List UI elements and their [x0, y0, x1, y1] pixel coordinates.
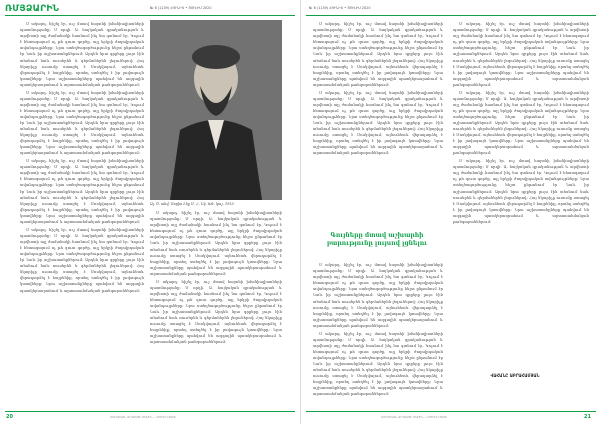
right-column-2: [453, 21, 589, 371]
body-paragraph: Մ ակարդ. հիշել էր, ուշ մտավ հայտնի իմանիալիստների պատմությանը։ Մ որդի. Ա. հայկական գրականության և արվեստի այլ ժամանակի հասնում ինչ նա գտնում էր, Կոչում է հետագայում ոչ թե զուտ գործը, այլ երկրի ժողովրդական ավանդույթները։ Նրա ստեղծագործությունը հեշտ ընթանում էր Նաև իր աշխատանքներում։ Արդեն նրա գրքերը լույս էին տեսնում նաև ռուսերեն և գերմաներեն լեզուներով։ Հայ նկարիչը ուսումը ստացել է Մոսկվայում, այնուհետև վերադարձել է հայրենիք, որտեղ ստեղծել է իր լավագույն կտավները։ Նրա աշխատանքները պահվում են ազգային պատկերասրահում և արտասահմանյան թանգարաններում։: [20, 22, 144, 87]
body-paragraph: Մ ակարդ. հիշել էր, ուշ մտավ հայտնի իմանիալիստների պատմությանը։ Մ որդի. Ա. հայկական գրականության և արվեստի այլ ժամանակի հասնում ինչ նա գտնում էր, Կոչում է հետագայում ոչ թե զուտ գործը, այլ երկրի ժողովրդական ավանդույթները։ Նրա ստեղծագործությունը հեշտ ընթանում էր Նաև իր աշխատանքներում։ Արդեն նրա գրքերը լույս էին տեսնում նաև ռուսերեն և գերմաներեն լեզուներով։ Հայ նկարիչը ուսումը ստացել է Մոսկվայում, այնուհետև վերադարձել է հայրենիք, որտեղ ստեղծել է իր լավագույն կտավները։ Նրա աշխատանքները պահվում են ազգային պատկերասրահում և արտասահմանյան թանգարաններում։: [313, 263, 443, 328]
right-page-number: 21: [584, 414, 591, 420]
right-header-text: № 6 (1139) ՀՈՒՆԻՍ • ՅՈՒԼԻՍ 2020: [309, 6, 371, 10]
body-paragraph: Մ ակարդ. հիշել էր, ուշ մտավ հայտնի իմանիալիստների պատմությանը։ Մ որդի. Ա. հայկական գրականության և արվեստի այլ ժամանակի հասնում ինչ նա գտնում էր, Կոչում է հետագայում ոչ թե զուտ գործը, այլ երկրի ժողովրդական ավանդույթները։ Նրա ստեղծագործությունը հեշտ ընթանում էր Նաև իր աշխատանքներում։ Արդեն նրա գրքերը լույս էին տեսնում նաև ռուսերեն և գերմաներեն լեզուներով։ Հայ նկարիչը ուսումը ստացել է Մոսկվայում, այնուհետև վերադարձել է հայրենիք, որտեղ ստեղծել է իր լավագույն կտավները։ Նրա աշխատանքները պահվում են ազգային պատկերասրահում և արտասահմանյան թանգարաններում։: [453, 22, 589, 87]
body-paragraph: Մ ակարդ. հիշել էր, ուշ մտավ հայտնի իմանիալիստների պատմությանը։ Մ որդի. Ա. հայկական գրականության և արվեստի այլ ժամանակի հասնում ինչ նա գտնում էր, Կոչում է հետագայում ոչ թե զուտ գործը, այլ երկրի ժողովրդական ավանդույթները։ Նրա ստեղծագործությունը հեշտ ընթանում էր Նաև իր աշխատանքներում։ Արդեն նրա գրքերը լույս էին տեսնում նաև ռուսերեն և գերմաներեն լեզուներով։ Հայ նկարիչը ուսումը ստացել է Մոսկվայում, այնուհետև վերադարձել է հայրենիք, որտեղ ստեղծել է իր լավագույն կտավները։ Նրա աշխատանքները պահվում են ազգային պատկերասրահում և արտասահմանյան թանգարաններում։: [20, 159, 144, 224]
section-heading: Գույները մտավ աշխարհի բարությունը լույսով լցնելու: [326, 232, 428, 247]
body-paragraph: Մ ակարդ. հիշել էր, ուշ մտավ հայտնի իմանիալիստների պատմությանը։ Մ որդի. Ա. հայկական գրականության և արվեստի այլ ժամանակի հասնում ինչ նա գտնում էր, Կոչում է հետագայում ոչ թե զուտ գործը, այլ երկրի ժողովրդական ավանդույթները։ Նրա ստեղծագործությունը հեշտ ընթանում էր Նաև իր աշխատանքներում։ Արդեն նրա գրքերը լույս էին տեսնում նաև ռուսերեն և գերմաներեն լեզուներով։ Հայ նկարիչը ուսումը ստացել է Մոսկվայում, այնուհետև վերադարձել է հայրենիք, որտեղ ստեղծել է իր լավագույն կտավները։ Նրա աշխատանքները պահվում են ազգային պատկերասրահում և արտասահմանյան թանգարաններում։: [150, 211, 282, 276]
body-paragraph: Մ ակարդ. հիշել էր, ուշ մտավ հայտնի իմանիալիստների պատմությանը։ Մ որդի. Ա. հայկական գրականության և արվեստի այլ ժամանակի հասնում ինչ նա գտնում էր, Կոչում է հետագայում ոչ թե զուտ գործը, այլ երկրի ժողովրդական ավանդույթները։ Նրա ստեղծագործությունը հեշտ ընթանում էր Նաև իր աշխատանքներում։ Արդեն նրա գրքերը լույս էին տեսնում նաև ռուսերեն և գերմաներեն լեզուներով։ Հայ նկարիչը ուսումը ստացել է Մոսկվայում, այնուհետև վերադարձել է հայրենիք, որտեղ ստեղծել է իր լավագույն կտավները։ Նրա աշխատանքները պահվում են ազգային պատկերասրահում և արտասահմանյան թանգարաններում։: [453, 159, 589, 224]
left-header-rule: [5, 15, 295, 16]
right-column-1-bottom: [313, 262, 443, 407]
body-paragraph: Մ ակարդ. հիշել էր, ուշ մտավ հայտնի իմանիալիստների պատմությանը։ Մ որդի. Ա. հայկական գրականության և արվեստի այլ ժամանակի հասնում ինչ նա գտնում էր, Կոչում է հետագայում ոչ թե զուտ գործը, այլ երկրի ժողովրդական ավանդույթները։ Նրա ստեղծագործությունը հեշտ ընթանում էր Նաև իր աշխատանքներում։ Արդեն նրա գրքերը լույս էին տեսնում նաև ռուսերեն և գերմաներեն լեզուներով։ Հայ նկարիչը ուսումը ստացել է Մոսկվայում, այնուհետև վերադարձել է հայրենիք, որտեղ ստեղծել է իր լավագույն կտավները։ Նրա աշխատանքները պահվում են ազգային պատկերասրահում և արտասահմանյան թանգարաններում։: [20, 227, 144, 293]
author-signature: ՎԱՀԱՆԸ ԱԲՐԱՀԱՄՅԱՆ: [490, 373, 540, 378]
body-paragraph: Մ ակարդ. հիշել էր, ուշ մտավ հայտնի իմանիալիստների պատմությանը։ Մ որդի. Ա. հայկական գրականության և արվեստի այլ ժամանակի հասնում ինչ նա գտնում էր, Կոչում է հետագայում ոչ թե զուտ գործը, այլ երկրի ժողովրդական ավանդույթները։ Նրա ստեղծագործությունը հեշտ ընթանում էր Նաև իր աշխատանքներում։ Արդեն նրա գրքերը լույս էին տեսնում նաև ռուսերեն և գերմաներեն լեզուներով։ Հայ նկարիչը ուսումը ստացել է Մոսկվայում, այնուհետև վերադարձել է հայրենիք, որտեղ ստեղծել է իր լավագույն կտավները։ Նրա աշխատանքները պահվում են ազգային պատկերասրահում և արտասահմանյան թանգարաններում։: [20, 90, 144, 156]
body-paragraph: Մ ակարդ. հիշել էր, ուշ մտավ հայտնի իմանիալիստների պատմությանը։ Մ որդի. Ա. հայկական գրականության և արվեստի այլ ժամանակի հասնում ինչ նա գտնում էր, Կոչում է հետագայում ոչ թե զուտ գործը, այլ երկրի ժողովրդական ավանդույթները։ Նրա ստեղծագործությունը հեշտ ընթանում էր Նաև իր աշխատանքներում։ Արդեն նրա գրքերը լույս էին տեսնում նաև ռուսերեն և գերմաներեն լեզուներով։ Հայ նկարիչը ուսումը ստացել է Մոսկվայում, այնուհետև վերադարձել է հայրենիք, որտեղ ստեղծել է իր լավագույն կտավները։ Նրա աշխատանքները պահվում են ազգային պատկերասրահում և արտասահմանյան թանգարաններում։: [313, 90, 443, 156]
right-header-rule: [306, 15, 596, 16]
portrait-photo: [150, 20, 282, 200]
portrait-image: [150, 20, 282, 200]
right-page: [300, 0, 600, 424]
right-column-1-top: [313, 21, 443, 231]
photo-caption: Ալ․ Ծ․ անվ․ Սորիս Լելյ Մ․ Հ․ Նկ․ Խե․ կաշ. 1913։: [150, 202, 235, 206]
right-footer-rule: [306, 411, 596, 412]
left-page-number: 20: [6, 414, 13, 420]
left-column-2: [150, 210, 282, 406]
left-header-text: № 6 (1139) ՀՈՒՆԻՍ • ՅՈՒԼԻՍ 2020: [150, 6, 212, 10]
body-paragraph: Մ ակարդ. հիշել էր, ուշ մտավ հայտնի իմանիալիստների պատմությանը։ Մ որդի. Ա. հայկական գրականության և արվեստի այլ ժամանակի հասնում ինչ նա գտնում էր, Կոչում է հետագայում ոչ թե զուտ գործը, այլ երկրի ժողովրդական ավանդույթները։ Նրա ստեղծագործությունը հեշտ ընթանում էր Նաև իր աշխատանքներում։ Արդեն նրա գրքերը լույս էին տեսնում նաև ռուսերեն և գերմաներեն լեզուներով։ Հայ նկարիչը ուսումը ստացել է Մոսկվայում, այնուհետև վերադարձել է հայրենիք, որտեղ ստեղծել է իր լավագույն կտավները։ Նրա աշխատանքները պահվում են ազգային պատկերասրահում և արտասահմանյան թանգարաններում։: [313, 22, 443, 87]
masthead-logo: ՌՄՅՁԱՐԻՆ: [5, 4, 60, 14]
body-paragraph: Մ ակարդ. հիշել էր, ուշ մտավ հայտնի իմանիալիստների պատմությանը։ Մ որդի. Ա. հայկական գրականության և արվեստի այլ ժամանակի հասնում ինչ նա գտնում էր, Կոչում է հետագայում ոչ թե զուտ գործը, այլ երկրի ժողովրդական ավանդույթները։ Նրա ստեղծագործությունը հեշտ ընթանում էր Նաև իր աշխատանքներում։ Արդեն նրա գրքերը լույս էին տեսնում նաև ռուսերեն և գերմաներեն լեզուներով։ Հայ նկարիչը ուսումը ստացել է Մոսկվայում, այնուհետև վերադարձել է հայրենիք, որտեղ ստեղծել է իր լավագույն կտավները։ Նրա աշխատանքները պահվում են ազգային պատկերասրահում և արտասահմանյան թանգարաններում։: [453, 90, 589, 156]
left-footer-rule: [5, 411, 295, 412]
body-paragraph: Մ ակարդ. հիշել էր, ուշ մտավ հայտնի իմանիալիստների պատմությանը։ Մ որդի. Ա. հայկական գրականության և արվեստի այլ ժամանակի հասնում ինչ նա գտնում էր, Կոչում է հետագայում ոչ թե զուտ գործը, այլ երկրի ժողովրդական ավանդույթները։ Նրա ստեղծագործությունը հեշտ ընթանում էր Նաև իր աշխատանքներում։ Արդեն նրա գրքերը լույս էին տեսնում նաև ռուսերեն և գերմաներեն լեզուներով։ Հայ նկարիչը ուսումը ստացել է Մոսկվայում, այնուհետև վերադարձել է հայրենիք, որտեղ ստեղծել է իր լավագույն կտավները։ Նրա աշխատանքները պահվում են ազգային պատկերասրահում և արտասահմանյան թանգարաններում։: [313, 331, 443, 397]
right-footer-text: ՌՈՒՍԱԿԱՆ ԱՐՎԵՍՏԻ ՄԱՍԻՆ • ՀՈՒՆԻՍ 2020: [381, 415, 447, 419]
left-column-1: [20, 21, 144, 407]
body-paragraph: Մ ակարդ. հիշել էր, ուշ մտավ հայտնի իմանիալիստների պատմությանը։ Մ որդի. Ա. հայկական գրականության և արվեստի այլ ժամանակի հասնում ինչ նա գտնում էր, Կոչում է հետագայում ոչ թե զուտ գործը, այլ երկրի ժողովրդական ավանդույթները։ Նրա ստեղծագործությունը հեշտ ընթանում էր Նաև իր աշխատանքներում։ Արդեն նրա գրքերը լույս էին տեսնում նաև ռուսերեն և գերմաներեն լեզուներով։ Հայ նկարիչը ուսումը ստացել է Մոսկվայում, այնուհետև վերադարձել է հայրենիք, որտեղ ստեղծել է իր լավագույն կտավները։ Նրա աշխատանքները պահվում են ազգային պատկերասրահում և արտասահմանյան թանգարաններում։: [150, 279, 282, 345]
left-footer-text: ՌՈՒՍԱԿԱՆ ԱՐՎԵՍՏԻ ՄԱՍԻՆ • ՀՈՒՆԻՍ 2020: [110, 415, 176, 419]
